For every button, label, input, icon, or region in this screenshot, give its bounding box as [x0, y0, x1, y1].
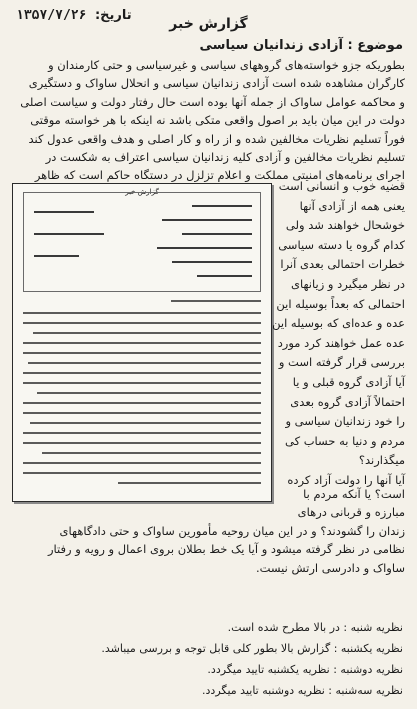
review-notes: [101, 617, 403, 701]
body-line: زندان را گشودند؟ و در این میان روحیه مأمورین ساواک و حتی دادگاههای: [59, 523, 405, 538]
column-line: در نظر میگیرد و زیانهای: [290, 276, 405, 291]
body-top-paragraph: [12, 56, 405, 185]
body-line: اجرای برنامه‌های امنیتی مملکت و اعلام تزلزل در دستگاه حاکم است که ظاهر: [34, 168, 405, 183]
column-line: را خود زندانیان سیاسی و: [285, 414, 405, 429]
column-line: آیا آنها را دولت آزاد کرده: [287, 472, 405, 487]
column-line: خوشحال خواهند شد ولی: [285, 218, 405, 233]
embedded-document-image: [12, 183, 272, 502]
note-tuesday: نظریه سه‌شنبه : نظریه دوشنبه تایید میگردد.: [202, 684, 403, 697]
date-value: ۱۳۵۷/۷/۲۶: [16, 8, 87, 23]
body-line: است؟ یا آنکه مردم با: [303, 487, 405, 501]
note-saturday: نظریه شنبه : در بالا مطرح شده است.: [227, 621, 403, 634]
body-line: ساواک و دادرسی ارتش نیست.: [255, 560, 405, 575]
column-line: میگذارند؟: [358, 453, 405, 468]
body-line: کارگران مشاهده شده است آزادی زندانیان سیاسی و انحلال ساواک و دستگیری: [28, 76, 405, 91]
note-monday: نظریه دوشنبه : نظریه یکشنبه تایید میگردد.: [207, 663, 403, 676]
body-line: و محاکمه عوامل ساواک از جمله آنها بوده است حال رفتار دولت و سیاست اصلی: [20, 94, 405, 109]
body-line: مبارزه و قربانی درهای: [297, 505, 405, 520]
embedded-document-caption: گزارش خبر: [125, 188, 159, 196]
report-title: گزارش خبر: [169, 16, 248, 32]
note-sunday: نظریه یکشنبه : گزارش بالا بطور کلی قابل توجه و بررسی میباشد.: [101, 642, 403, 655]
column-line: خطرات احتمالی بعدی آنرا: [280, 257, 405, 272]
body-line: بطوریکه جزو خواسته‌های گروههای سیاسی و غیرسیاسی و حتی کارمندان و: [48, 58, 405, 72]
column-line: احتمالاً آزادی گروه بعدی: [290, 394, 405, 409]
body-line: دولت در این میان باید بر اصول واقعی متکی باشد نه اینکه با هر خواسته موقتی: [30, 113, 405, 128]
column-line: احتمالی که بعداً بوسیله این: [276, 296, 405, 311]
report-subject: موضوع : آزادی زندانیان سیاسی: [199, 38, 403, 53]
embedded-document-text-block: [23, 296, 261, 491]
column-line: یعنی همه از آزادی آنها: [299, 198, 405, 213]
column-line: مردم و دنیا به حساب کی: [285, 433, 405, 448]
body-line: نظامی در نظر گرفته میشود و آیا یک خط بطلان بروی اعمال و رویه و رفتار: [47, 542, 405, 557]
column-line: بررسی قرار گرفته است و: [278, 355, 405, 370]
column-line: آیا آزادی گروه قبلی و یا: [292, 374, 405, 389]
body-line: تسلیم نظریات مخالفین و آزادی کلیه زندانیان سیاسی اعتراف به شکست در: [45, 150, 405, 165]
body-line: فوراً تسلیم نظریات مخالفین شده و از راه و کار اصلی و هدف واقعی عدول کند: [28, 131, 405, 146]
body-bottom-paragraph: [12, 485, 405, 577]
embedded-document-header-table: [23, 192, 261, 292]
column-line: قضیه خوب و انسانی است: [278, 179, 405, 193]
column-line: عده و عده‌ای که بوسیله این: [272, 316, 405, 331]
date-label: تاریخ:: [94, 8, 132, 23]
body-column-text: [267, 177, 405, 491]
column-line: کدام گروه یا دسته سیاسی: [278, 237, 405, 252]
column-line: عده عمل خواهند کرد مورد: [277, 335, 405, 350]
